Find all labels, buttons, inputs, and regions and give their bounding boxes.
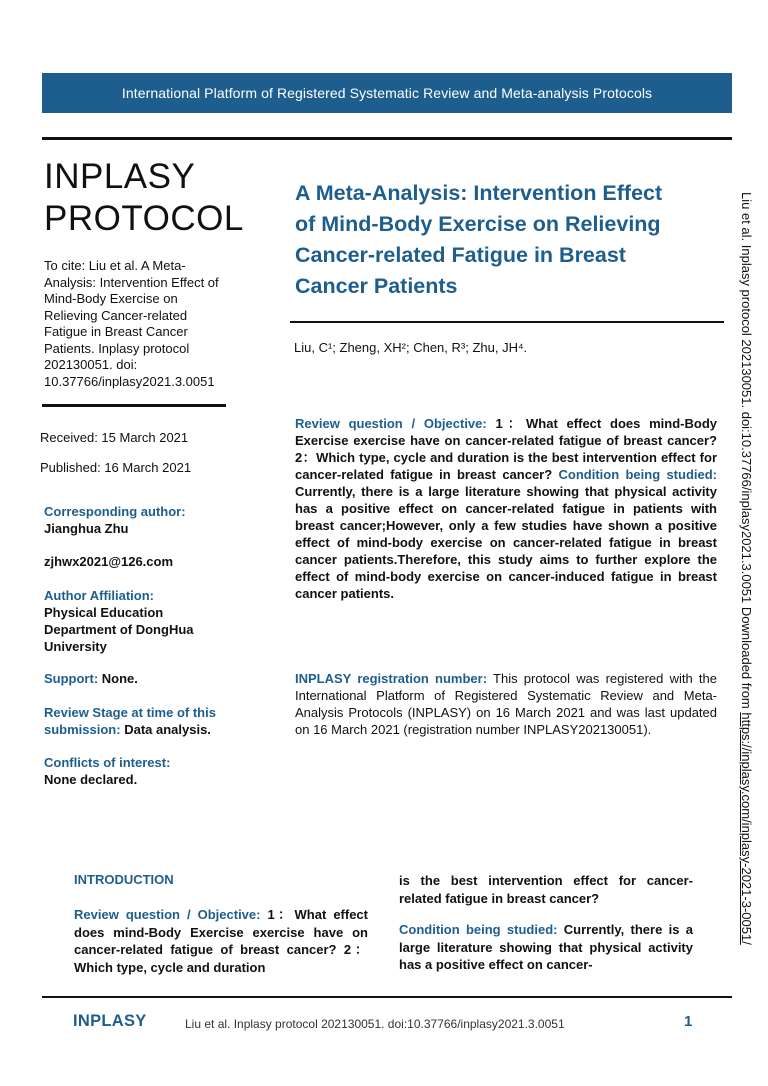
author-affiliation: [44, 587, 244, 655]
received-date: Received: 15 March 2021: [40, 430, 189, 445]
intro-review-label: Review question / Objective:: [74, 907, 261, 922]
registration-text: This protocol was registered with the International Platform of Registered Systematic Review and Meta-Analysis Protocols (INPLASY) on 16 March 2021 and was last updated on 16 March 2021 (registration number INPLASY202130051).: [295, 671, 717, 737]
title-line: Cancer-related Fatigue in Breast: [295, 243, 626, 267]
condition-text: Currently, there is a large literature showing that physical activity has a positive effect on cancer-related fatigue in patients with breast cancer;However, only a few studies have shown a positive effect of mind-body exercise on cancer-related fatigue in breast cancer patients.Therefore, this study aims to further explore the effect of mind-body exercise on cancer-induced fatigue in breast cancer patients.: [295, 484, 717, 601]
stage-label-line1: Review Stage at time of this: [44, 705, 216, 720]
corresponding-name: Jianghua Zhu: [44, 521, 129, 536]
title-line: of Mind-Body Exercise on Relieving: [295, 212, 661, 236]
sidebar-divider: [42, 404, 226, 407]
cite-line: To cite: Liu et al. A Meta-: [44, 258, 186, 273]
intro-condition-text: Currently, there is a large literature showing that physical activity has a positive effect on cancer-: [399, 922, 693, 972]
stage-label-line2: submission:: [44, 722, 121, 737]
author-email[interactable]: [44, 553, 244, 570]
intro-review-text: 1：What effect does mind-Body Exercise exercise have on cancer-related fatigue of breast cancer? 2：Which type, cycle and duration: [74, 907, 368, 975]
title-divider: [290, 321, 724, 323]
review-stage: [44, 704, 244, 738]
title-line: Cancer Patients: [295, 274, 458, 298]
cite-line: Analysis: Intervention Effect of: [44, 274, 219, 290]
email-link[interactable]: zjhwx2021@126.com: [44, 554, 174, 569]
download-margin-note: [739, 192, 754, 945]
author-list: Liu, C¹; Zheng, XH²; Chen, R³; Zhu, JH⁴.: [294, 340, 528, 355]
top-divider: [42, 137, 732, 140]
abstract: [295, 415, 717, 602]
corresponding-author: [44, 503, 244, 537]
review-question-text: 1：What effect does mind-Body Exercise exercise have on cancer-related fatigue of breast cancer? 2：Which type, cycle and duration is the best intervention effect for cancer-related fatigue in breast cancer?: [295, 416, 717, 482]
condition-label: Condition being studied:: [558, 467, 718, 482]
review-question-label: Review question / Objective:: [295, 416, 487, 431]
cite-line: 10.37766/inplasy2021.3.0051: [44, 373, 215, 389]
brand-line-1: INPLASY: [44, 157, 196, 196]
intro-condition-label: Condition being studied:: [399, 922, 558, 937]
cite-line: Mind-Body Exercise on: [44, 291, 178, 306]
corresponding-label: Corresponding author:: [44, 504, 186, 519]
margin-text: Liu et al. Inplasy protocol 202130051. doi:10.37766/inplasy2021.3.0051 Downloaded from: [739, 192, 754, 713]
intro-left-column: [74, 906, 368, 976]
support: [44, 670, 244, 687]
conflicts-value: None declared.: [44, 772, 138, 787]
introduction-heading: INTRODUCTION: [74, 872, 174, 887]
affiliation-label: Author Affiliation:: [44, 588, 154, 603]
registration-label: INPLASY registration number:: [295, 671, 488, 686]
title-line: A Meta-Analysis: Intervention Effect: [295, 181, 663, 205]
cite-line: 202130051. doi:: [44, 357, 138, 372]
header-banner: [42, 73, 732, 113]
intro-right-column: [399, 872, 693, 974]
cite-line: Fatigue in Breast Cancer: [44, 324, 188, 339]
conflicts-label: Conflicts of interest:: [44, 755, 171, 770]
cite-line: Relieving Cancer-related: [44, 307, 188, 323]
affiliation-line: Department of DongHua: [44, 622, 194, 637]
citation-block: [44, 258, 244, 390]
footer-citation: Liu et al. Inplasy protocol 202130051. doi:10.37766/inplasy2021.3.0051: [185, 1017, 565, 1031]
banner-text: International Platform of Registered Systematic Review and Meta-analysis Protocols: [121, 85, 653, 101]
protocol-brand-title: [44, 156, 244, 240]
cite-line: Patients. Inplasy protocol: [44, 340, 190, 356]
brand-line-2: PROTOCOL: [44, 199, 244, 238]
affiliation-line: University: [44, 639, 107, 654]
download-link[interactable]: https://inplasy.com/inplasy-2021-3-0051/: [739, 712, 754, 945]
stage-value: Data analysis.: [124, 722, 211, 737]
affiliation-line: Physical Education: [44, 605, 164, 620]
page-number: 1: [684, 1013, 693, 1030]
footer-divider: [42, 996, 732, 998]
article-title: [295, 178, 725, 302]
support-label: Support:: [44, 671, 99, 686]
registration-info: [295, 670, 717, 738]
support-value: None.: [101, 671, 138, 686]
footer-brand: INPLASY: [73, 1012, 147, 1030]
intro-review-continued: is the best intervention effect for cancer-related fatigue in breast cancer?: [399, 873, 693, 906]
conflicts-of-interest: [44, 754, 244, 788]
published-date: Published: 16 March 2021: [40, 460, 192, 475]
